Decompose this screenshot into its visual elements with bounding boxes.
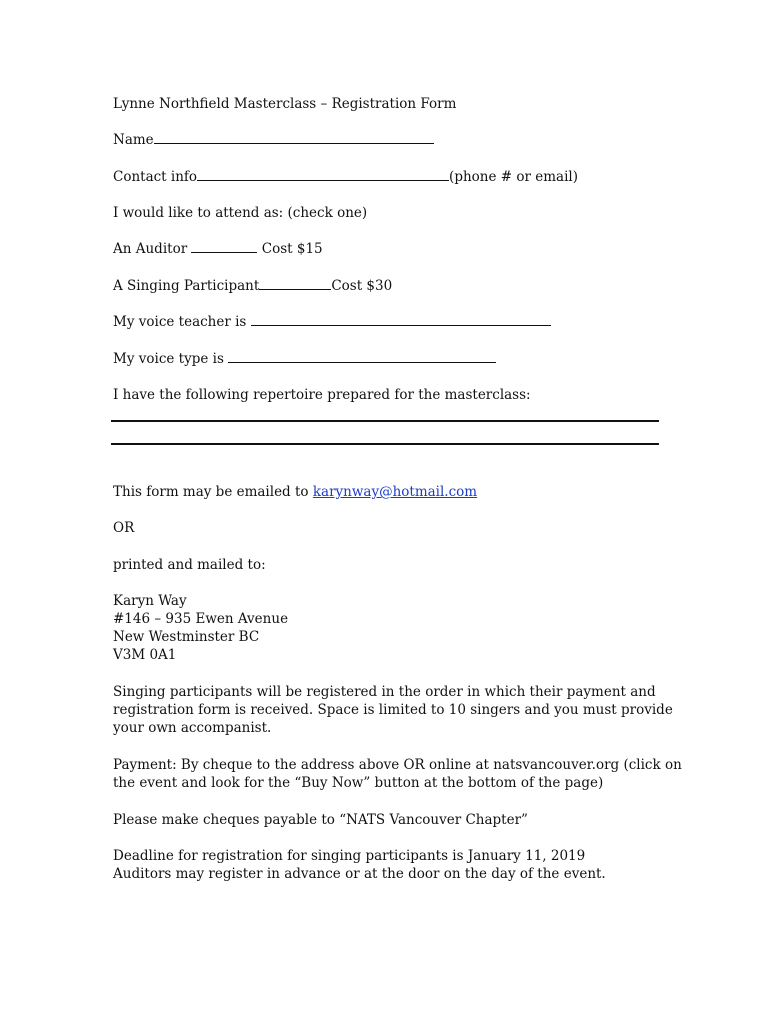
- name-row: [113, 131, 434, 149]
- auditor-label: An Auditor: [113, 241, 188, 257]
- note-line: Payment: By cheque to the address above OR online at natsvancouver.org (click on: [113, 757, 682, 773]
- attend-prompt: I would like to attend as: (check one): [113, 205, 368, 221]
- auditor-cost: Cost $15: [261, 241, 323, 257]
- address-line: New Westminster BC: [113, 629, 260, 645]
- participant-checkbox-line[interactable]: [259, 277, 331, 290]
- contact-label: Contact info: [113, 169, 198, 185]
- auditor-row: [113, 240, 323, 258]
- name-field[interactable]: [154, 131, 434, 144]
- teacher-field[interactable]: [251, 313, 551, 326]
- note-line: Auditors may register in advance or at the door on the day of the event.: [113, 866, 606, 882]
- teacher-label: My voice teacher is: [113, 314, 247, 330]
- address-line: #146 – 935 Ewen Avenue: [113, 611, 289, 627]
- mail-label: printed and mailed to:: [113, 557, 266, 573]
- voice-type-label: My voice type is: [113, 351, 224, 367]
- note-line: registration form is received. Space is limited to 10 singers and you must provide: [113, 702, 673, 718]
- address-line: V3M 0A1: [113, 647, 177, 663]
- contact-field[interactable]: [197, 168, 449, 181]
- teacher-row: [113, 313, 551, 331]
- repertoire-line-1[interactable]: [111, 420, 659, 422]
- note-line: Deadline for registration for singing participants is January 11, 2019: [113, 848, 586, 864]
- contact-row: [113, 168, 578, 186]
- cheques-note: Please make cheques payable to “NATS Vancouver Chapter”: [113, 812, 528, 828]
- repertoire-label: I have the following repertoire prepared for the masterclass:: [113, 387, 531, 403]
- form-title: Lynne Northfield Masterclass – Registration Form: [113, 96, 457, 112]
- note-line: the event and look for the “Buy Now” button at the bottom of the page): [113, 775, 604, 791]
- voice-type-row: [113, 350, 496, 368]
- or-text: OR: [113, 520, 135, 536]
- note-line: your own accompanist.: [113, 720, 272, 736]
- mailing-address: [113, 592, 673, 664]
- participant-cost: Cost $30: [331, 278, 393, 294]
- payment-note: [113, 756, 682, 792]
- participant-row: [113, 277, 392, 295]
- email-row: [113, 483, 477, 501]
- address-line: Karyn Way: [113, 593, 187, 609]
- repertoire-line-2[interactable]: [111, 443, 659, 445]
- auditor-checkbox-line[interactable]: [191, 240, 257, 253]
- email-prefix: This form may be emailed to: [113, 484, 309, 500]
- contact-hint: (phone # or email): [449, 169, 578, 185]
- name-label: Name: [113, 132, 154, 148]
- participant-label: A Singing Participant: [113, 278, 260, 294]
- note-line: Singing participants will be registered in the order in which their payment and: [113, 684, 656, 700]
- deadline-note: [113, 847, 673, 883]
- registration-note: [113, 683, 673, 737]
- voice-type-field[interactable]: [228, 350, 496, 363]
- email-link[interactable]: karynway@hotmail.com: [312, 484, 478, 500]
